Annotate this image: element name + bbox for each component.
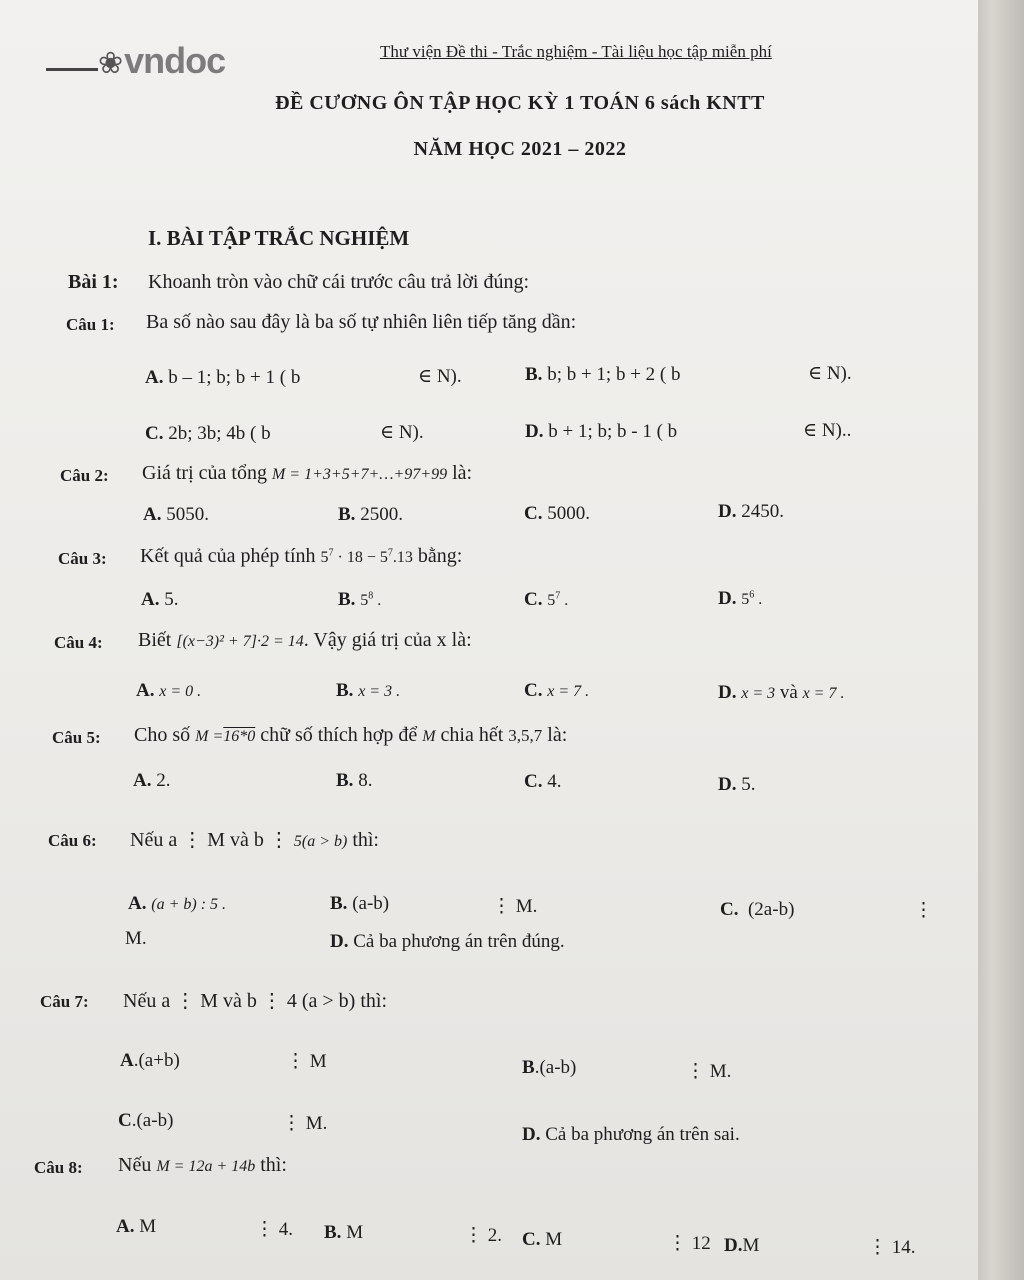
q7-option-c[interactable]: C.(a-b) bbox=[118, 1110, 174, 1131]
q2-math: M = 1+3+5+7+…+97+99 bbox=[271, 466, 448, 483]
q6-option-c-mark: ⋮ bbox=[914, 900, 933, 921]
q5-text: Cho số M =16*0 chữ số thích hợp để M chia hết 3,5,7 là: bbox=[134, 724, 568, 746]
q1-option-c[interactable]: C. 2b; 3b; 4b ( b bbox=[145, 423, 271, 444]
q7-option-d[interactable]: D. Cả ba phương án trên sai. bbox=[522, 1124, 740, 1145]
q8-option-c-end: ⋮ 12 bbox=[668, 1233, 711, 1254]
header-tagline[interactable]: Thư viện Đề thi - Trắc nghiệm - Tài liệu học tập miễn phí bbox=[380, 42, 772, 61]
q3-option-d[interactable]: D. $5^6$ . bbox=[718, 588, 763, 609]
logo-underline bbox=[46, 68, 98, 71]
q5-option-d[interactable]: D. 5. bbox=[718, 774, 756, 795]
q4-math: [(x−3)² + 7]·2 = 14 bbox=[176, 633, 304, 650]
vndoc-logo: ❀vndoc bbox=[98, 40, 226, 81]
q6-option-b-end: ⋮ M. bbox=[492, 896, 538, 917]
q2-option-a[interactable]: A. 5050. bbox=[143, 504, 209, 525]
q4-label: Câu 4: bbox=[54, 633, 103, 652]
q5-option-b[interactable]: B. 8. bbox=[336, 770, 373, 791]
q1-label: Câu 1: bbox=[66, 315, 115, 334]
q7-option-b-end: ⋮ M. bbox=[686, 1061, 732, 1082]
q6-text: Nếu a ⋮ M và b ⋮ 5(a > b) thì: bbox=[130, 829, 379, 851]
q8-option-d-end: ⋮ 14. bbox=[868, 1237, 916, 1258]
q7-text: Nếu a ⋮ M và b ⋮ 4 (a > b) thì: bbox=[123, 990, 388, 1012]
logo-mark-icon: ❀ bbox=[98, 47, 123, 80]
q1-option-a[interactable]: A. b – 1; b; b + 1 ( b bbox=[145, 367, 301, 388]
q1-text: Ba số nào sau đây là ba số tự nhiên liên tiếp tăng dần: bbox=[146, 311, 577, 333]
q5-option-a[interactable]: A. 2. bbox=[133, 770, 171, 791]
q1-option-d[interactable]: D. b + 1; b; b - 1 ( b bbox=[525, 421, 678, 442]
q8-label: Câu 8: bbox=[34, 1158, 83, 1177]
q8-option-b[interactable]: B. M bbox=[324, 1222, 364, 1243]
q8-option-b-end: ⋮ 2. bbox=[464, 1225, 502, 1246]
q6-option-c-cont: M. bbox=[125, 928, 147, 949]
q3-label: Câu 3: bbox=[58, 549, 107, 568]
q5-number: 16*0 bbox=[223, 728, 256, 745]
bai1-text: Khoanh tròn vào chữ cái trước câu trả lời đúng: bbox=[148, 271, 530, 293]
q1-option-d-end: ∈ N).. bbox=[803, 420, 852, 441]
underlying-paper bbox=[978, 0, 1024, 1280]
q8-option-d[interactable]: D.M bbox=[724, 1235, 760, 1256]
q3-option-b[interactable]: B. $5^8$ . bbox=[338, 589, 382, 610]
q7-option-a-end: ⋮ M bbox=[286, 1051, 327, 1072]
q7-option-b[interactable]: B.(a-b) bbox=[522, 1057, 577, 1078]
section-title: I. BÀI TẬP TRẮC NGHIỆM bbox=[148, 226, 410, 250]
q8-math: M = 12a + 14b bbox=[156, 1158, 256, 1175]
q1-option-a-end: ∈ N). bbox=[418, 366, 462, 387]
q8-text: Nếu M = 12a + 14b thì: bbox=[118, 1154, 287, 1176]
q3-math: $5^7 \cdot 18 - 5^7.13$ bbox=[320, 547, 413, 566]
q2-option-c[interactable]: C. 5000. bbox=[524, 503, 590, 524]
q7-label: Câu 7: bbox=[40, 992, 89, 1011]
q4-option-d[interactable]: D. x = 3 và x = 7 . bbox=[718, 682, 845, 703]
school-year: NĂM HỌC 2021 – 2022 bbox=[413, 138, 627, 160]
q3-text: Kết quả của phép tính $5^7 \cdot 18 - 5^7.13$ bằng: bbox=[140, 545, 463, 567]
q7-option-c-end: ⋮ M. bbox=[282, 1113, 328, 1134]
bai1 bbox=[68, 271, 119, 294]
q4-option-c[interactable]: C. x = 7 . bbox=[524, 680, 590, 701]
q8-option-c[interactable]: C. M bbox=[522, 1229, 563, 1250]
q4-text: Biết [(x−3)² + 7]·2 = 14. Vậy giá trị của x là: bbox=[138, 629, 472, 651]
q6-option-d[interactable]: D. Cả ba phương án trên đúng. bbox=[330, 931, 565, 952]
q2-text: Giá trị của tổng M = 1+3+5+7+…+97+99 là: bbox=[142, 462, 473, 484]
q3-option-a[interactable]: A. 5. bbox=[141, 589, 179, 610]
q8-option-a-end: ⋮ 4. bbox=[255, 1219, 293, 1240]
q3-option-c[interactable]: C. $5^7$ . bbox=[524, 589, 569, 610]
bai1-label: Bài 1: bbox=[68, 271, 119, 293]
q1-option-b-end: ∈ N). bbox=[808, 363, 852, 384]
q4-option-a[interactable]: A. x = 0 . bbox=[136, 680, 202, 701]
document-title: ĐỀ CƯƠNG ÔN TẬP HỌC KỲ 1 TOÁN 6 sách KNTT bbox=[275, 92, 765, 114]
q8-option-a[interactable]: A. M bbox=[116, 1216, 157, 1237]
q2-option-d[interactable]: D. 2450. bbox=[718, 501, 784, 522]
q1-option-b[interactable]: B. b; b + 1; b + 2 ( b bbox=[525, 364, 681, 385]
q6-option-a[interactable]: A. (a + b) : 5 . bbox=[128, 893, 227, 914]
q5-label: Câu 5: bbox=[52, 728, 101, 747]
q6-label: Câu 6: bbox=[48, 831, 97, 850]
q6-option-b[interactable]: B. (a-b) bbox=[330, 893, 390, 914]
q2-option-b[interactable]: B. 2500. bbox=[338, 504, 403, 525]
q4-option-b[interactable]: B. x = 3 . bbox=[336, 680, 401, 701]
q6-option-c[interactable]: C. (2a-b) bbox=[720, 899, 795, 920]
q7-option-a[interactable]: A.(a+b) bbox=[120, 1050, 180, 1071]
q1-option-c-end: ∈ N). bbox=[380, 422, 424, 443]
q2-label: Câu 2: bbox=[60, 466, 109, 485]
q5-option-c[interactable]: C. 4. bbox=[524, 771, 562, 792]
